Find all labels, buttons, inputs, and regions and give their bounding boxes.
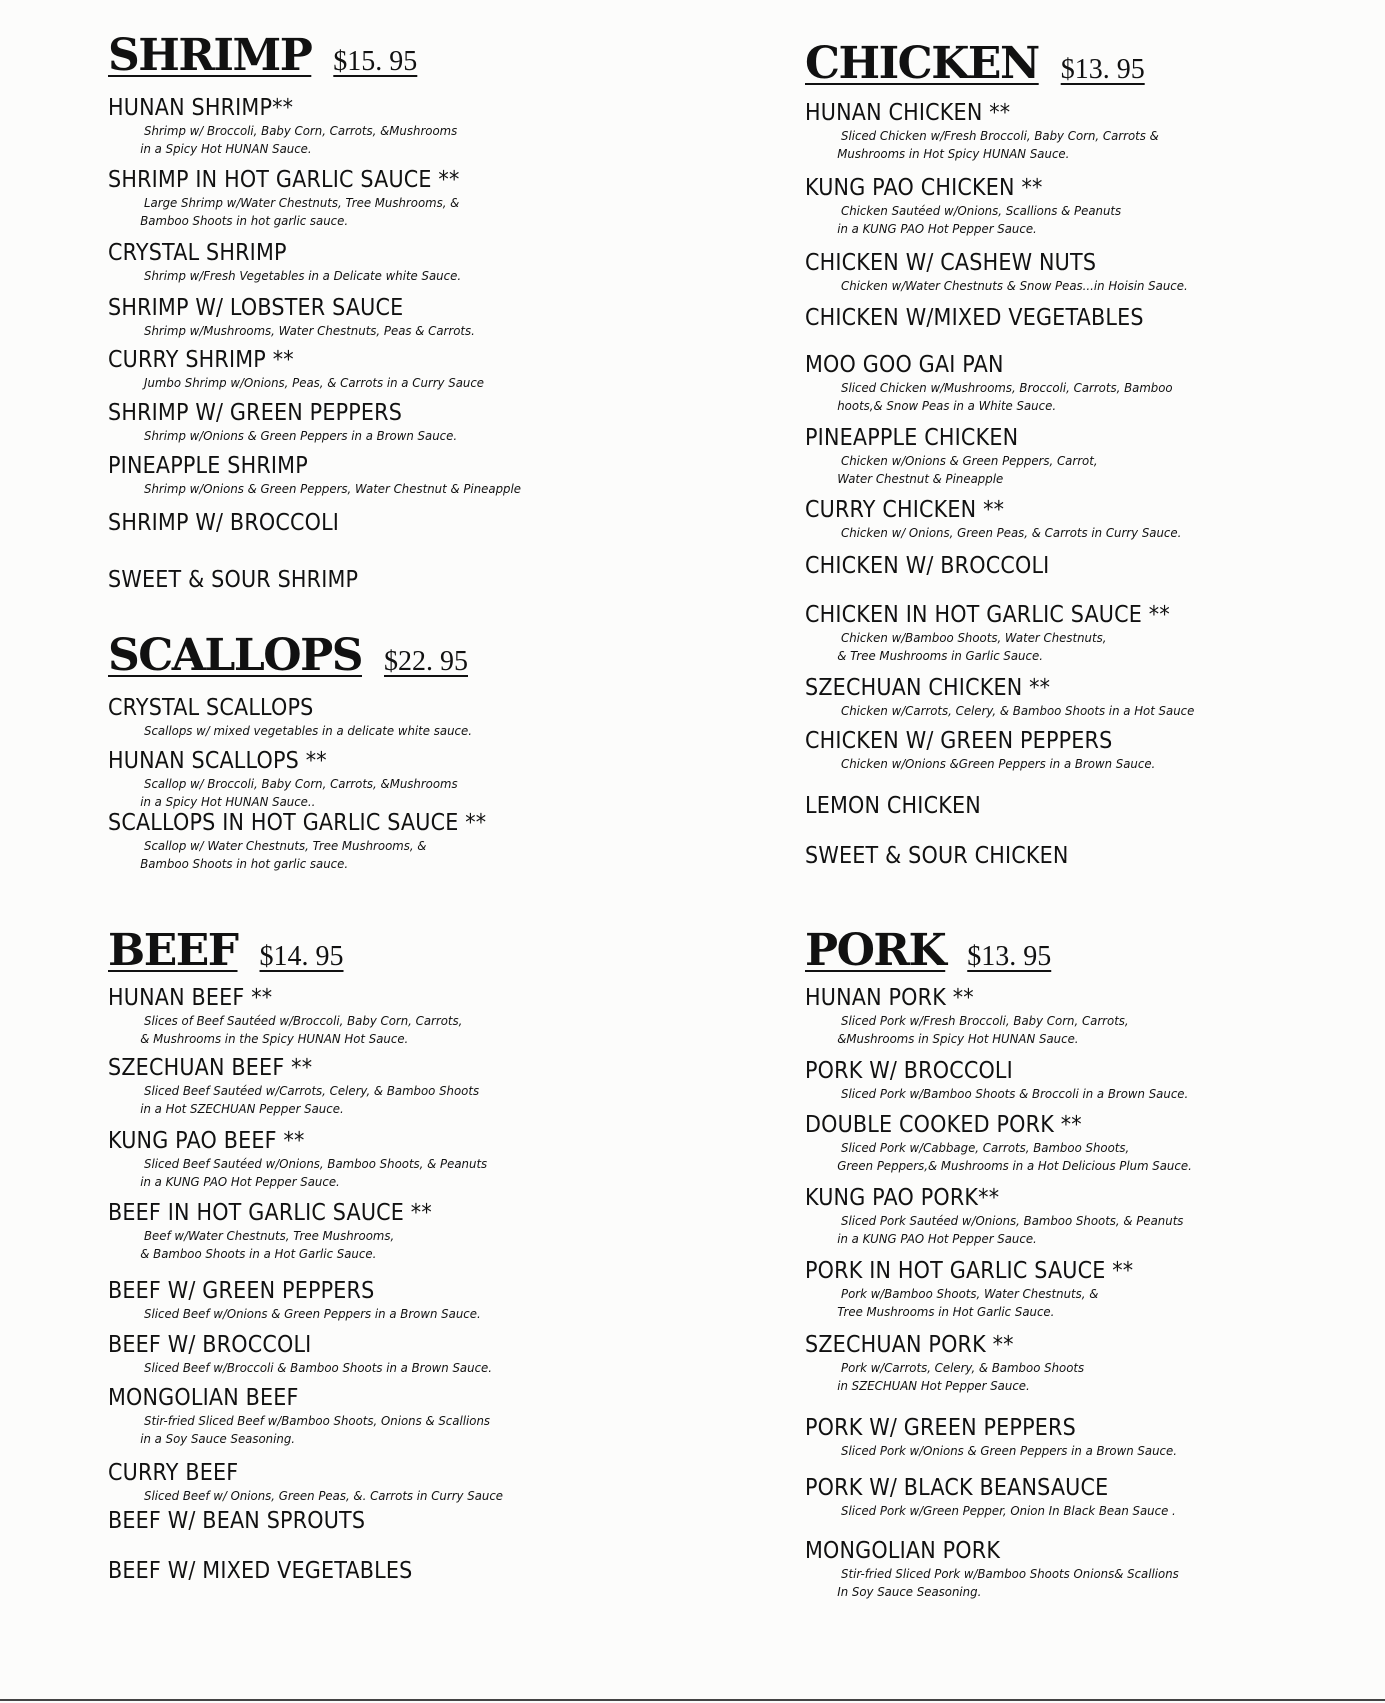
- menu-item-description-line: Large Shrimp w/Water Chestnuts, Tree Mushrooms, &: [144, 195, 460, 210]
- menu-item: [805, 100, 1365, 163]
- menu-item-name: HUNAN PORK **: [805, 985, 974, 1011]
- menu-item-name: SZECHUAN CHICKEN **: [805, 675, 1051, 701]
- menu-item-description-line: Chicken w/ Onions, Green Peas, & Carrots in Curry Sauce.: [841, 525, 1182, 540]
- menu-item-name: SHRIMP W/ GREEN PEPPERS: [108, 400, 403, 426]
- menu-item-name: PORK W/ GREEN PEPPERS: [805, 1415, 1076, 1441]
- menu-item: [108, 1332, 668, 1377]
- shrimp-section-header: [108, 30, 668, 82]
- menu-item-description: [140, 122, 558, 158]
- pork-section-header: [805, 925, 1365, 977]
- menu-item: [805, 843, 1365, 870]
- menu-item-description: [837, 452, 1255, 488]
- menu-item-description: [140, 775, 558, 811]
- menu-item-description-line: Scallop w/ Water Chestnuts, Tree Mushrooms, &: [144, 838, 427, 853]
- menu-item: [108, 1460, 668, 1505]
- menu-item-name: CHICKEN W/MIXED VEGETABLES: [805, 305, 1144, 331]
- menu-item: [805, 1538, 1365, 1601]
- menu-item-description: [837, 1359, 1255, 1395]
- pork-section-price: $13. 95: [967, 941, 1052, 972]
- menu-item-description-line: in a KUNG PAO Hot Pepper Sauce.: [140, 1174, 340, 1189]
- menu-item-name: SWEET & SOUR SHRIMP: [108, 567, 359, 593]
- menu-item-description-line: in a Soy Sauce Seasoning.: [140, 1431, 296, 1446]
- menu-item-description: [837, 1139, 1255, 1175]
- menu-item: [108, 1558, 668, 1585]
- menu-item-name: CRYSTAL SHRIMP: [108, 240, 287, 266]
- menu-item-description-line: Mushrooms in Hot Spicy HUNAN Sauce.: [837, 146, 1070, 161]
- menu-item-description: [841, 524, 1255, 542]
- chicken-section-header: [805, 38, 1365, 90]
- menu-item-description: [144, 374, 558, 392]
- menu-item: [805, 352, 1365, 415]
- menu-item-name: PORK IN HOT GARLIC SAUCE **: [805, 1258, 1134, 1284]
- menu-item-name: PINEAPPLE SHRIMP: [108, 453, 308, 479]
- menu-item-description: [140, 1012, 558, 1048]
- menu-item: [805, 1258, 1365, 1321]
- menu-item-description: [841, 1442, 1255, 1460]
- menu-item-name: PORK W/ BROCCOLI: [805, 1058, 1013, 1084]
- menu-item-name: SHRIMP W/ LOBSTER SAUCE: [108, 295, 404, 321]
- scallops-section-title: SCALLOPS: [108, 630, 362, 681]
- menu-item-description-line: Sliced Beef w/Onions & Green Peppers in a Brown Sauce.: [144, 1306, 481, 1321]
- menu-item-description: [144, 480, 558, 498]
- menu-item-description-line: Slices of Beef Sautéed w/Broccoli, Baby Corn, Carrots,: [144, 1013, 463, 1028]
- menu-item-description: [841, 702, 1255, 720]
- menu-item-description-line: & Mushrooms in the Spicy HUNAN Hot Sauce.: [140, 1031, 409, 1046]
- menu-item-description-line: Shrimp w/Onions & Green Peppers in a Brown Sauce.: [144, 428, 458, 443]
- menu-item-description: [140, 1082, 558, 1118]
- menu-item-description: [837, 202, 1255, 238]
- menu-item: [805, 305, 1365, 332]
- menu-item: [108, 1055, 668, 1118]
- menu-item-name: CHICKEN W/ CASHEW NUTS: [805, 250, 1097, 276]
- menu-item: [108, 985, 668, 1048]
- menu-item: [805, 602, 1365, 665]
- menu-item-description-line: Scallops w/ mixed vegetables in a delicate white sauce.: [144, 723, 472, 738]
- beef-section-price: $14. 95: [259, 941, 344, 972]
- menu-item-name: LEMON CHICKEN: [805, 793, 981, 819]
- shrimp-section-title: SHRIMP: [108, 30, 312, 81]
- menu-item-description-line: Tree Mushrooms in Hot Garlic Sauce.: [837, 1304, 1055, 1319]
- menu-item-description: [144, 267, 558, 285]
- menu-item: [805, 175, 1365, 238]
- menu-item-description-line: Shrimp w/ Broccoli, Baby Corn, Carrots, &Mushrooms: [144, 123, 458, 138]
- menu-item-description: [144, 722, 558, 740]
- menu-item-description-line: Sliced Pork w/Onions & Green Peppers in a Brown Sauce.: [841, 1443, 1177, 1458]
- menu-item-description-line: Chicken w/Carrots, Celery, & Bamboo Shoots in a Hot Sauce: [841, 703, 1195, 718]
- menu-item: [108, 1508, 668, 1535]
- menu-item-name: CRYSTAL SCALLOPS: [108, 695, 314, 721]
- menu-item: [108, 347, 668, 392]
- menu-item: [108, 295, 668, 340]
- menu-item-name: SWEET & SOUR CHICKEN: [805, 843, 1069, 869]
- menu-item-description: [837, 1212, 1255, 1248]
- menu-item-description-line: Sliced Beef w/ Onions, Green Peas, &. Carrots in Curry Sauce: [144, 1488, 504, 1503]
- menu-item-name: HUNAN SCALLOPS **: [108, 748, 327, 774]
- menu-item-name: HUNAN BEEF **: [108, 985, 273, 1011]
- menu-item-description: [837, 629, 1255, 665]
- menu-item-name: BEEF W/ BROCCOLI: [108, 1332, 312, 1358]
- menu-item: [805, 553, 1365, 580]
- menu-item-name: SHRIMP W/ BROCCOLI: [108, 510, 340, 536]
- menu-item: [805, 1475, 1365, 1520]
- menu-item-name: MONGOLIAN BEEF: [108, 1385, 299, 1411]
- menu-item-description: [140, 194, 558, 230]
- menu-item: [805, 793, 1365, 820]
- chicken-section-title: CHICKEN: [805, 38, 1039, 89]
- menu-item-description: [841, 277, 1255, 295]
- menu-item-description-line: Pork w/Carrots, Celery, & Bamboo Shoots: [841, 1360, 1085, 1375]
- menu-item-name: BEEF W/ MIXED VEGETABLES: [108, 1558, 413, 1584]
- menu-item-name: HUNAN SHRIMP**: [108, 95, 294, 121]
- menu-item-description-line: Shrimp w/Onions & Green Peppers, Water Chestnut & Pineapple: [144, 481, 521, 496]
- menu-item-description-line: in a Hot SZECHUAN Pepper Sauce.: [140, 1101, 344, 1116]
- menu-item-name: KUNG PAO CHICKEN **: [805, 175, 1043, 201]
- menu-item-description: [144, 1359, 558, 1377]
- scallops-section-price: $22. 95: [384, 646, 468, 677]
- menu-item-name: SHRIMP IN HOT GARLIC SAUCE **: [108, 167, 460, 193]
- menu-item-description-line: Pork w/Bamboo Shoots, Water Chestnuts, &: [841, 1286, 1099, 1301]
- menu-item-description-line: in a Spicy Hot HUNAN Sauce.: [140, 141, 312, 156]
- menu-item: [108, 748, 668, 811]
- menu-item: [108, 95, 668, 158]
- menu-item-name: CURRY CHICKEN **: [805, 497, 1005, 523]
- menu-item-description-line: Chicken w/Bamboo Shoots, Water Chestnuts,: [841, 630, 1107, 645]
- menu-item: [108, 1278, 668, 1323]
- menu-item-description-line: Stir-fried Sliced Beef w/Bamboo Shoots, Onions & Scallions: [144, 1413, 491, 1428]
- menu-item-description-line: Sliced Beef Sautéed w/Carrots, Celery, & Bamboo Shoots: [144, 1083, 480, 1098]
- menu-item-name: PINEAPPLE CHICKEN: [805, 425, 1019, 451]
- chicken-section-price: $13. 95: [1060, 54, 1145, 85]
- menu-item-description: [144, 1487, 558, 1505]
- menu-item-description-line: Shrimp w/Fresh Vegetables in a Delicate white Sauce.: [144, 268, 462, 283]
- menu-item-name: BEEF IN HOT GARLIC SAUCE **: [108, 1200, 432, 1226]
- menu-item: [108, 167, 668, 230]
- menu-item: [108, 240, 668, 285]
- menu-item-description: [837, 1285, 1255, 1321]
- menu-item-description: [841, 755, 1255, 773]
- menu-item-description-line: Chicken w/Onions &Green Peppers in a Brown Sauce.: [841, 756, 1156, 771]
- menu-item-description-line: Scallop w/ Broccoli, Baby Corn, Carrots, &Mushrooms: [144, 776, 458, 791]
- menu-item-description-line: Bamboo Shoots in hot garlic sauce.: [140, 213, 349, 228]
- menu-item: [108, 400, 668, 445]
- menu-item-description: [140, 837, 558, 873]
- menu-item-name: HUNAN CHICKEN **: [805, 100, 1011, 126]
- menu-item-description: [841, 1085, 1255, 1103]
- menu-item-description: [140, 1412, 558, 1448]
- menu-item-description-line: & Bamboo Shoots in a Hot Garlic Sauce.: [140, 1246, 377, 1261]
- menu-item-description-line: Sliced Chicken w/Mushrooms, Broccoli, Carrots, Bamboo: [841, 380, 1173, 395]
- menu-item-description-line: Water Chestnut & Pineapple: [837, 471, 1004, 486]
- menu-item: [108, 1128, 668, 1191]
- menu-item-description: [837, 127, 1255, 163]
- menu-item-description: [837, 379, 1255, 415]
- shrimp-section-price: $15. 95: [333, 46, 418, 77]
- menu-item-description-line: Sliced Chicken w/Fresh Broccoli, Baby Corn, Carrots &: [841, 128, 1159, 143]
- menu-item: [108, 810, 668, 873]
- menu-item-description-line: Stir-fried Sliced Pork w/Bamboo Shoots Onions& Scallions: [841, 1566, 1179, 1581]
- menu-item-description-line: Chicken Sautéed w/Onions, Scallions & Peanuts: [841, 203, 1122, 218]
- menu-item-description-line: Chicken w/Water Chestnuts & Snow Peas...in Hoisin Sauce.: [841, 278, 1188, 293]
- menu-item: [805, 1185, 1365, 1248]
- menu-item-description-line: Sliced Pork w/Bamboo Shoots & Broccoli in a Brown Sauce.: [841, 1086, 1189, 1101]
- page-bottom-rule: [0, 1699, 1385, 1701]
- menu-item: [805, 1415, 1365, 1460]
- menu-item-description: [144, 427, 558, 445]
- menu-item-name: CURRY SHRIMP **: [108, 347, 294, 373]
- menu-item-description-line: in a KUNG PAO Hot Pepper Sauce.: [837, 221, 1037, 236]
- menu-item-description-line: In Soy Sauce Seasoning.: [837, 1584, 982, 1599]
- menu-item-description-line: Beef w/Water Chestnuts, Tree Mushrooms,: [144, 1228, 395, 1243]
- beef-section-title: BEEF: [108, 925, 238, 976]
- menu-item-name: PORK W/ BLACK BEANSAUCE: [805, 1475, 1109, 1501]
- menu-item: [805, 1112, 1365, 1175]
- menu-item-description: [837, 1012, 1255, 1048]
- menu-item: [805, 675, 1365, 720]
- menu-item-description-line: &Mushrooms in Spicy Hot HUNAN Sauce.: [837, 1031, 1079, 1046]
- menu-item-description-line: Chicken w/Onions & Green Peppers, Carrot,: [841, 453, 1098, 468]
- scallops-section-header: [108, 630, 668, 682]
- menu-item: [805, 250, 1365, 295]
- menu-item-name: KUNG PAO BEEF **: [108, 1128, 305, 1154]
- menu-item-name: SZECHUAN BEEF **: [108, 1055, 313, 1081]
- menu-item-description: [837, 1565, 1255, 1601]
- menu-item: [805, 425, 1365, 488]
- menu-item: [805, 1332, 1365, 1395]
- menu-item-description: [841, 1502, 1255, 1520]
- menu-item-description: [140, 1155, 558, 1191]
- menu-item: [108, 567, 668, 594]
- menu-item-description-line: Sliced Pork w/Green Pepper, Onion In Black Bean Sauce .: [841, 1503, 1176, 1518]
- menu-item-name: DOUBLE COOKED PORK **: [805, 1112, 1082, 1138]
- menu-item-description-line: Sliced Pork w/Fresh Broccoli, Baby Corn, Carrots,: [841, 1013, 1129, 1028]
- menu-item-description-line: Sliced Pork Sautéed w/Onions, Bamboo Shoots, & Peanuts: [841, 1213, 1184, 1228]
- menu-item-description-line: in a KUNG PAO Hot Pepper Sauce.: [837, 1231, 1037, 1246]
- menu-item-description-line: Jumbo Shrimp w/Onions, Peas, & Carrots in a Curry Sauce: [144, 375, 485, 390]
- menu-item-name: CHICKEN W/ BROCCOLI: [805, 553, 1050, 579]
- menu-item: [108, 695, 668, 740]
- menu-item-description: [144, 322, 558, 340]
- menu-item-description-line: Shrimp w/Mushrooms, Water Chestnuts, Peas & Carrots.: [144, 323, 475, 338]
- menu-item-name: CHICKEN W/ GREEN PEPPERS: [805, 728, 1113, 754]
- menu-item: [108, 453, 668, 498]
- menu-item-description-line: Green Peppers,& Mushrooms in a Hot Delicious Plum Sauce.: [837, 1158, 1192, 1173]
- menu-item-description-line: & Tree Mushrooms in Garlic Sauce.: [837, 648, 1043, 663]
- menu-item-description-line: Sliced Pork w/Cabbage, Carrots, Bamboo Shoots,: [841, 1140, 1130, 1155]
- menu-item: [805, 497, 1365, 542]
- menu-item-description-line: in SZECHUAN Hot Pepper Sauce.: [837, 1378, 1030, 1393]
- menu-item-description: [144, 1305, 558, 1323]
- beef-section-header: [108, 925, 668, 977]
- menu-item: [805, 985, 1365, 1048]
- menu-item-name: MONGOLIAN PORK: [805, 1538, 1001, 1564]
- menu-item-name: CURRY BEEF: [108, 1460, 239, 1486]
- menu-item-name: BEEF W/ GREEN PEPPERS: [108, 1278, 375, 1304]
- menu-item-description: [140, 1227, 558, 1263]
- menu-item: [108, 1385, 668, 1448]
- menu-item-name: CHICKEN IN HOT GARLIC SAUCE **: [805, 602, 1170, 628]
- menu-item: [805, 1058, 1365, 1103]
- menu-item-description-line: Sliced Beef Sautéed w/Onions, Bamboo Shoots, & Peanuts: [144, 1156, 488, 1171]
- menu-item-name: SZECHUAN PORK **: [805, 1332, 1014, 1358]
- menu-item: [108, 510, 668, 537]
- menu-item-description-line: Bamboo Shoots in hot garlic sauce.: [140, 856, 349, 871]
- pork-section-title: PORK: [805, 925, 946, 976]
- menu-item-name: KUNG PAO PORK**: [805, 1185, 1000, 1211]
- menu-item-name: SCALLOPS IN HOT GARLIC SAUCE **: [108, 810, 487, 836]
- menu-item-description-line: Sliced Beef w/Broccoli & Bamboo Shoots in a Brown Sauce.: [144, 1360, 492, 1375]
- menu-item: [805, 728, 1365, 773]
- menu-item-name: MOO GOO GAI PAN: [805, 352, 1004, 378]
- menu-item: [108, 1200, 668, 1263]
- menu-item-description-line: in a Spicy Hot HUNAN Sauce..: [140, 794, 316, 809]
- menu-item-name: BEEF W/ BEAN SPROUTS: [108, 1508, 366, 1534]
- menu-item-description-line: hoots,& Snow Peas in a White Sauce.: [837, 398, 1057, 413]
